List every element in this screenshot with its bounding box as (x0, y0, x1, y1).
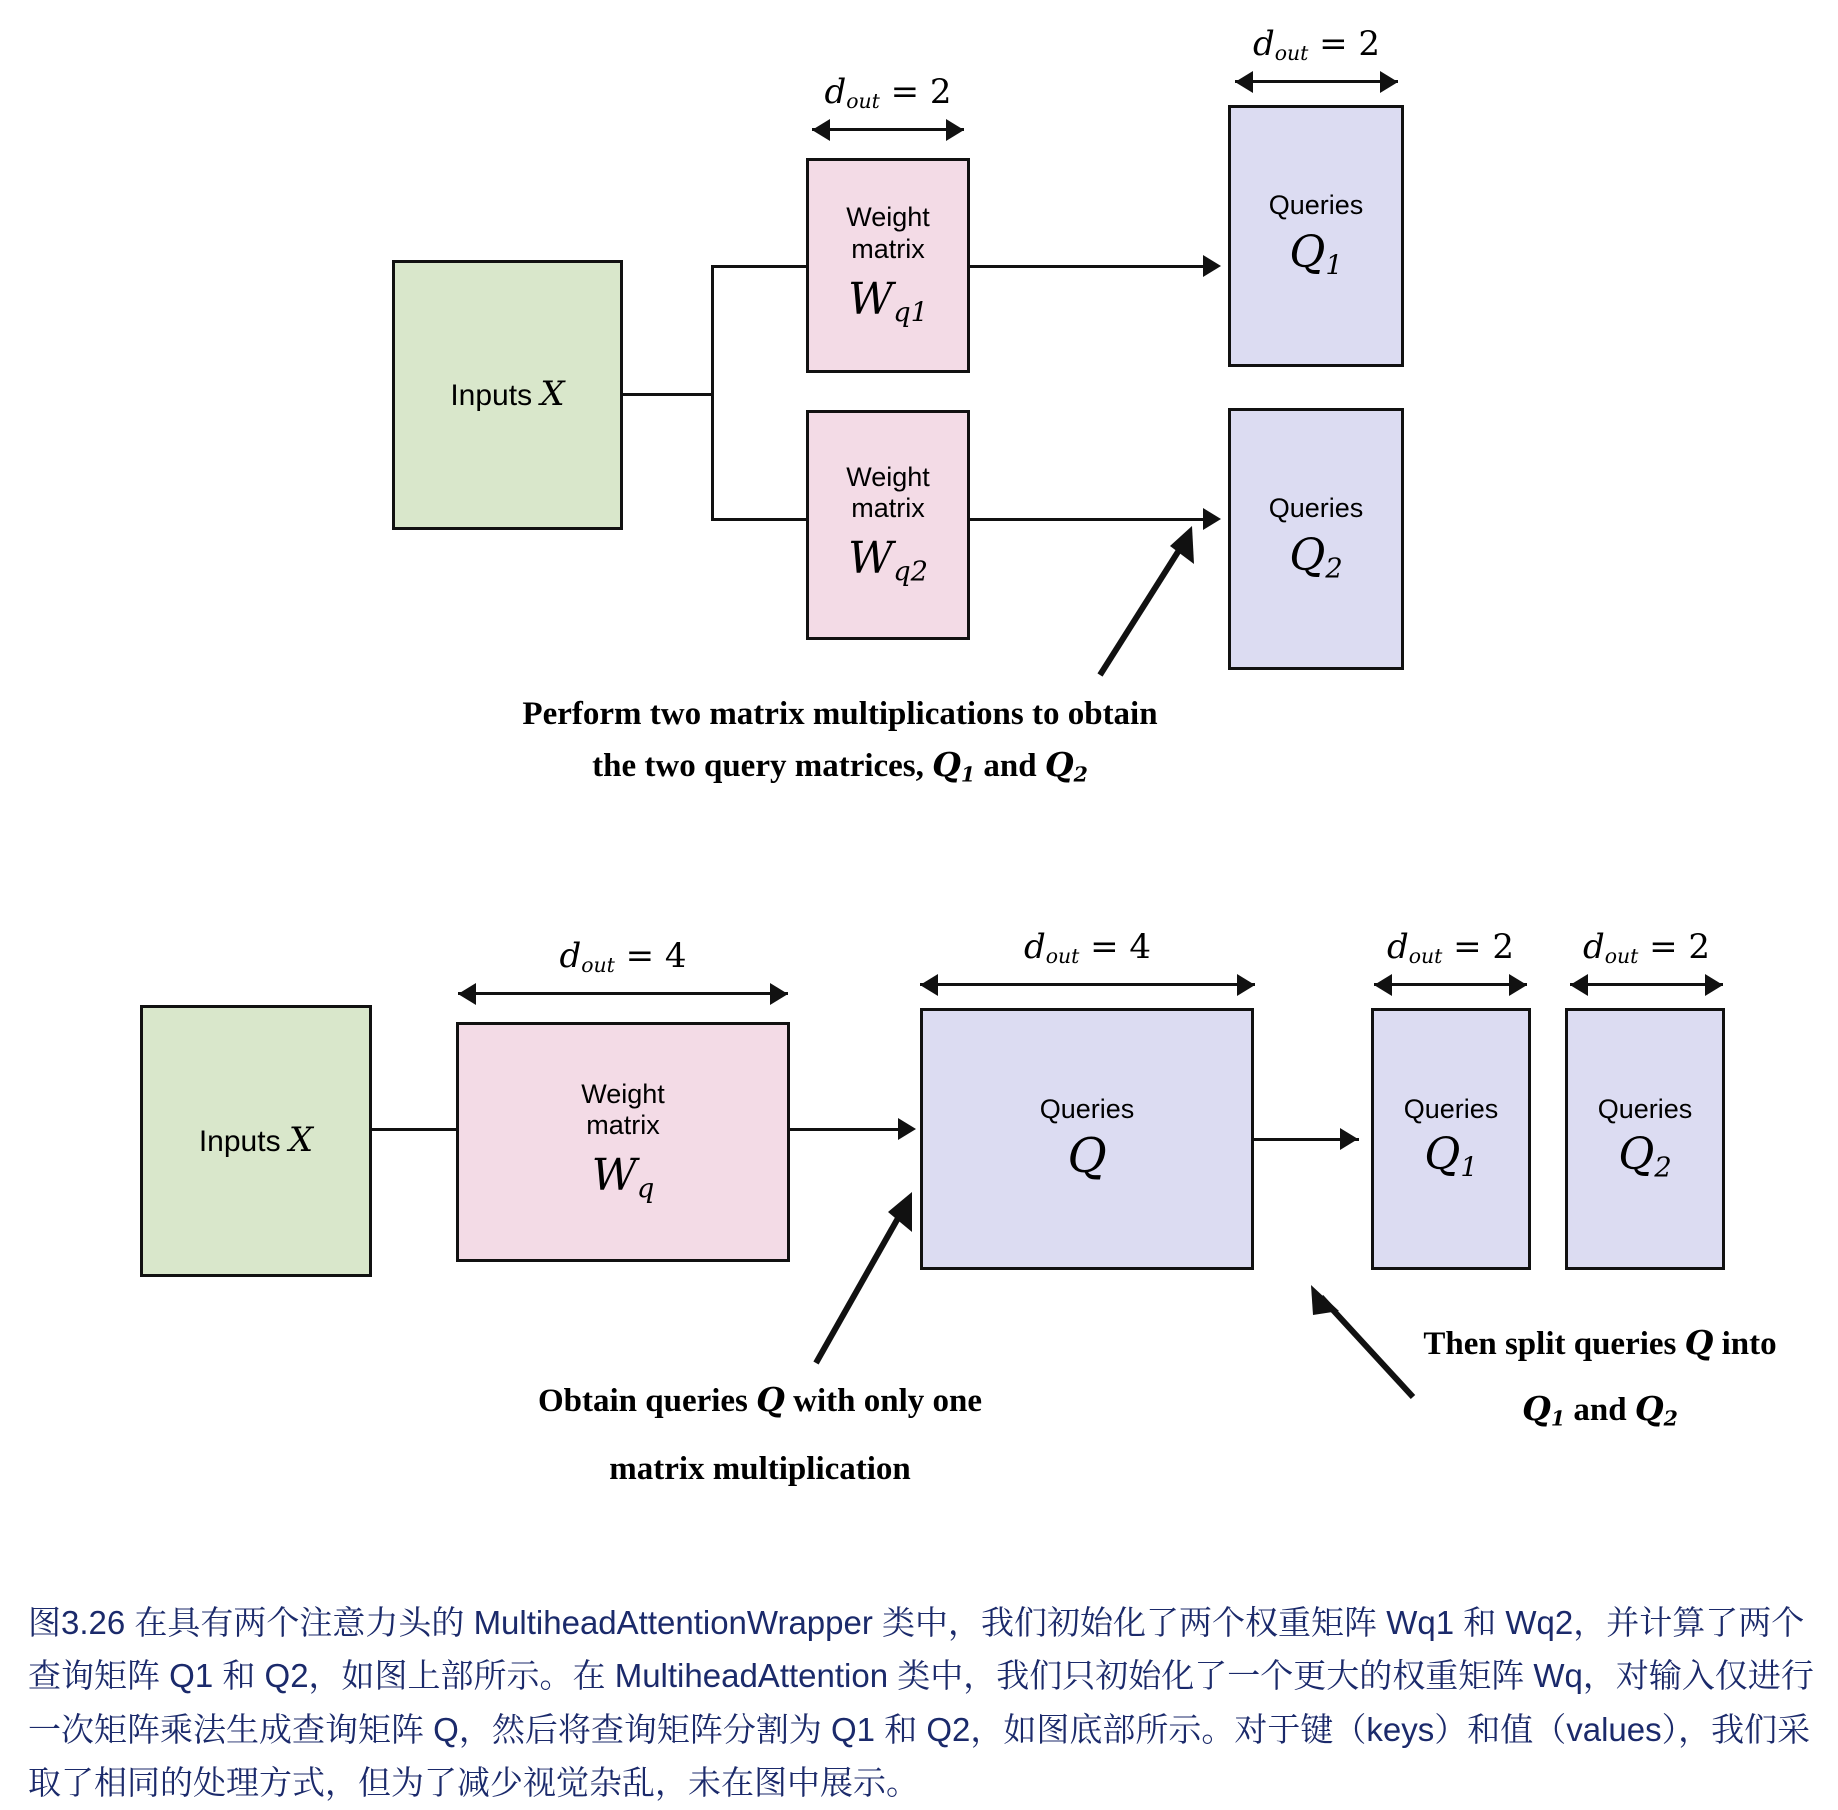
dimension-bar (920, 983, 1255, 986)
symbol-q: Q (756, 1380, 785, 1419)
weight-matrix-box-wq1 (806, 158, 970, 373)
queries-label: Queries (1039, 1093, 1135, 1124)
dimension-label: dout = 2 (1386, 927, 1515, 969)
arrow-left-icon (812, 119, 830, 141)
symbol-w: W (591, 1150, 637, 1202)
symbol-q1: Q (932, 744, 961, 784)
figure-caption: 图3.26 在具有两个注意力头的 MultiheadAttentionWrapper 类中，我们初始化了两个权重矩阵 Wq1 和 Wq2，并计算了两个查询矩阵 Q1 和 Q2，如图上部所示。在 MultiheadAttention 类中，我们只初始化了一个更大的权重矩阵 Wq，对输入仅进行一次矩阵乘法生成查询矩阵 Q，然后将查询矩阵分割为 Q1 和 Q2，如图底部所示。对于键（keys）和值（values），我们采取了相同的处理方式，但为了减少视觉杂乱，未在图中展示。 (28, 1604, 1814, 1802)
symbol-q: Q (1067, 1127, 1107, 1184)
connector-wq1-to-q1 (970, 265, 1205, 268)
dimension-label: dout = 2 (1582, 927, 1711, 969)
arrow-right-icon (770, 983, 788, 1005)
arrow-left-icon (1374, 974, 1392, 996)
note-line-1 (1380, 1318, 1820, 1370)
connector-inputs-to-wq (372, 1128, 457, 1131)
note-text-end: with only one (784, 1383, 983, 1419)
arrow-left-icon (1235, 71, 1253, 93)
inputs-box-top (392, 260, 623, 530)
dimension-bar (1570, 983, 1723, 986)
inputs-text: Inputs (450, 379, 533, 413)
symbol-subscript: 1 (960, 762, 976, 787)
symbol-subscript: 2 (1663, 1406, 1678, 1431)
inputs-box-bottom (140, 1005, 372, 1277)
weight-matrix-line1: Weight (581, 1078, 665, 1109)
weight-matrix-line2: matrix (851, 233, 925, 264)
arrow-left-icon (1570, 974, 1588, 996)
queries-box-q1 (1228, 105, 1404, 367)
symbol-w: W (847, 273, 894, 325)
note-and: and (975, 747, 1045, 784)
queries-label: Queries (1403, 1094, 1499, 1125)
split-queries-box-q1 (1371, 1008, 1531, 1270)
queries-box-q (920, 1008, 1254, 1270)
note-and: and (1565, 1391, 1635, 1428)
inputs-symbol: X (540, 374, 565, 415)
inputs-label (450, 375, 564, 414)
inputs-text: Inputs (198, 1125, 281, 1159)
symbol-subscript: 2 (1325, 553, 1343, 585)
weight-matrix-line1: Weight (846, 461, 930, 492)
queries-label: Queries (1268, 190, 1364, 221)
symbol-subscript: q2 (893, 556, 929, 588)
dimension-label: dout = 4 (1023, 927, 1152, 969)
connector-input-stub (623, 393, 713, 396)
bottom-left-note (430, 1375, 1090, 1494)
note-text-end: into (1713, 1326, 1777, 1362)
symbol-subscript: 1 (1460, 1152, 1478, 1184)
arrow-left-icon (920, 974, 938, 996)
connector-wq-to-q (790, 1128, 900, 1131)
symbol-subscript: 2 (1654, 1152, 1672, 1184)
note-line-2 (1380, 1384, 1820, 1436)
weight-matrix-line1: Weight (846, 202, 930, 233)
callout-arrow-top (1080, 520, 1210, 680)
dimension-label: dout = 4 (559, 936, 687, 978)
inputs-label (199, 1121, 313, 1160)
note-text: Then split queries (1423, 1326, 1685, 1362)
callout-arrow-left-bottom (800, 1180, 930, 1370)
dimension-label: dout = 2 (824, 72, 952, 114)
connector-branch-vertical (711, 265, 714, 520)
symbol-subscript: q (636, 1173, 655, 1205)
symbol-q: Q (1618, 1128, 1655, 1180)
weight-matrix-symbol-wq (592, 1151, 655, 1205)
symbol-q1: Q (1522, 1388, 1551, 1428)
queries-symbol-q1 (1424, 1130, 1477, 1184)
symbol-subscript: 1 (1550, 1406, 1566, 1431)
note-line-1 (430, 1375, 1090, 1427)
dimension-bar (812, 128, 964, 131)
queries-label: Queries (1268, 493, 1364, 524)
note-text: Obtain queries (537, 1383, 757, 1419)
symbol-subscript: q1 (893, 297, 929, 329)
queries-symbol-q2 (1618, 1130, 1671, 1184)
queries-label: Queries (1597, 1094, 1693, 1125)
weight-matrix-box-wq2 (806, 410, 970, 640)
symbol-q: Q (1289, 226, 1326, 278)
arrow-right-icon (898, 1118, 916, 1140)
weight-matrix-box-wq (456, 1022, 790, 1262)
bottom-right-note (1380, 1318, 1820, 1435)
queries-box-q2 (1228, 408, 1404, 670)
note-line-1: Perform two matrix multiplications to obtain (522, 696, 1158, 732)
queries-symbol-q (1067, 1129, 1106, 1184)
symbol-q: Q (1424, 1128, 1461, 1180)
split-queries-box-q2 (1565, 1008, 1725, 1270)
note-text: the two query matrices, (592, 747, 933, 784)
arrow-right-icon (1509, 974, 1527, 996)
symbol-w: W (847, 533, 894, 585)
symbol-q2: Q (1634, 1388, 1664, 1428)
symbol-q: Q (1684, 1323, 1714, 1362)
queries-symbol-q2 (1289, 531, 1342, 585)
connector-to-wq1 (711, 265, 806, 268)
arrow-right-icon (1203, 255, 1221, 277)
dimension-bar (458, 992, 788, 995)
weight-matrix-symbol-wq2 (848, 534, 928, 588)
weight-matrix-line2: matrix (586, 1110, 660, 1140)
weight-matrix-symbol-wq1 (848, 275, 928, 329)
connector-to-wq2 (711, 518, 806, 521)
arrow-right-icon (1380, 71, 1398, 93)
dimension-label: dout = 2 (1252, 24, 1381, 66)
symbol-q2: Q (1044, 744, 1074, 784)
symbol-subscript: 1 (1325, 250, 1343, 282)
dimension-bar (1235, 80, 1398, 83)
weight-matrix-line2: matrix (851, 493, 925, 523)
arrow-right-icon (1237, 974, 1255, 996)
symbol-q: Q (1289, 529, 1326, 581)
arrow-right-icon (1705, 974, 1723, 996)
top-panel-note (0, 690, 1680, 791)
arrow-right-icon (1340, 1128, 1358, 1150)
symbol-subscript: 2 (1073, 762, 1088, 787)
note-line-2 (0, 740, 1680, 792)
note-line-2: matrix multiplication (609, 1450, 911, 1487)
inputs-symbol: X (288, 1120, 314, 1161)
arrow-left-icon (458, 983, 476, 1005)
queries-symbol-q1 (1289, 228, 1342, 282)
arrow-right-icon (946, 119, 964, 141)
dimension-bar (1374, 983, 1527, 986)
